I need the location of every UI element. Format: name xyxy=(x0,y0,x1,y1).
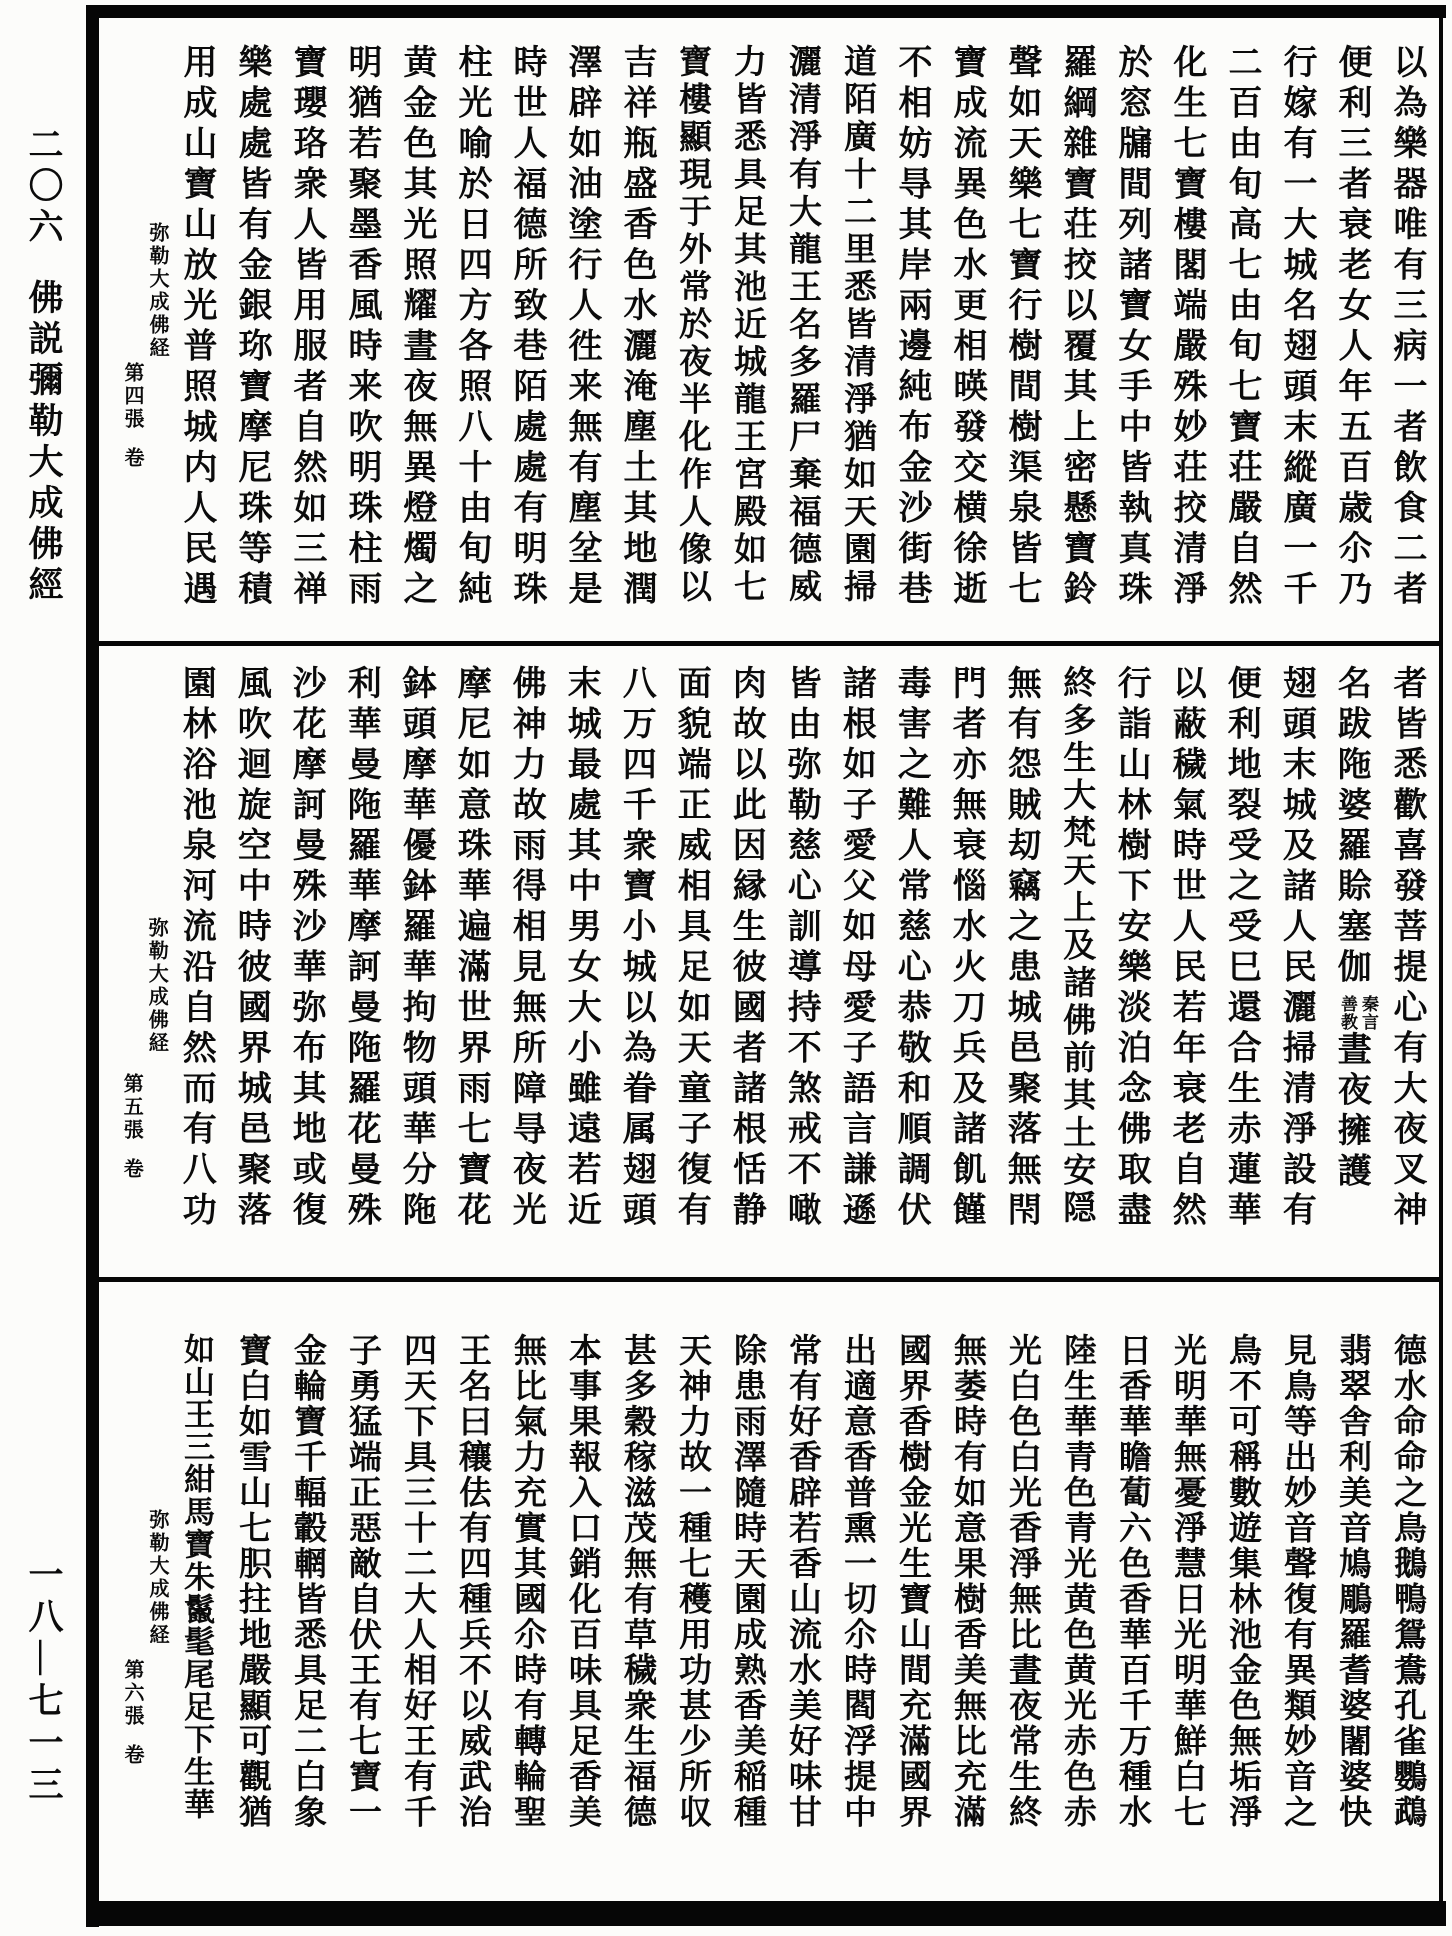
text-column: 終多生大梵天上及諸佛前其土安隠 xyxy=(1058,665,1095,1228)
text-block-middle xyxy=(104,665,1448,1257)
text-column: 翡翠舎利美音鳩鵰羅耆婆闍婆快 xyxy=(1334,1333,1370,1830)
text-column: 門者亦無衰惱水火刀兵及諸飢饉 xyxy=(947,665,985,1232)
text-column: 寶成流異色水更相暎發交横徐逝 xyxy=(948,44,985,611)
text-column: 便利地裂受之受巳還合生赤蓮華 xyxy=(1222,665,1260,1232)
interlinear-note: 秦言 善教 xyxy=(1338,995,1378,1031)
text-column: 沙花摩訶曼殊沙華弥布其地或復 xyxy=(287,665,325,1232)
text-column: 樂處處皆有金銀珎寶摩尼珠等積 xyxy=(233,44,270,611)
text-column: 不相妨㝵其岸兩邊純布金沙街巷 xyxy=(893,44,930,611)
frame-left-bar xyxy=(86,5,99,1927)
text-column: 寶樓顯現于外常於夜半化作人像以 xyxy=(674,44,710,607)
text-column: 利華曼陁羅華摩訶曼陁羅花曼殊 xyxy=(342,665,380,1232)
text-column: 明猶若聚墨香風時来吹明珠柱雨 xyxy=(343,44,380,611)
text-column: 金輪寶千輻轂輞皆悉具足二白象 xyxy=(289,1333,325,1830)
text-column: 鉢頭摩華優鉢羅華拘物頭華分陁 xyxy=(397,665,435,1232)
text-column: 諸根如子愛父如母愛子語言謙遜 xyxy=(837,665,875,1232)
block-divider-1 xyxy=(99,641,1439,646)
text-column: 末城最處其中男女大小雖遠若近 xyxy=(562,665,600,1232)
text-column: 風吹迴旋空中時彼國界城邑聚落 xyxy=(232,665,270,1232)
text-column: 吉祥瓶盛香色水灑淹塵土其地潤 xyxy=(618,44,655,611)
text-column: 常有好香辟若香山流水美好味甘 xyxy=(784,1333,820,1830)
text-column: 面貌端正威相具足如天童子復有 xyxy=(672,665,710,1232)
sutra-title: 佛説彌勒大成佛經 xyxy=(24,279,63,607)
annotation-sheet-number: 第四張卷 xyxy=(121,362,143,470)
text-column: 寶瓔珞衆人皆用服者自然如三禅 xyxy=(288,44,325,611)
text-column: 寶白如雪山七胑拄地嚴顯可觀猶 xyxy=(234,1333,270,1830)
text-column: 行詣山林樹下安樂淡泊念佛取盡 xyxy=(1112,665,1150,1232)
annotation-sutra-title: 弥勒大成佛経 xyxy=(145,917,168,1055)
text-column: 化生七寶樓閣端嚴殊妙荘挍清淨 xyxy=(1168,44,1205,611)
text-column: 德水命命之鳥鵝鴨鴛鴦孔雀鸚鵡 xyxy=(1389,1333,1425,1830)
text-column: 出適意香普熏一切尒時閻浮提中 xyxy=(839,1333,875,1830)
text-column: 佛神力故雨得相見無所障㝵夜光 xyxy=(507,665,545,1232)
annotation-sheet-number: 第六張卷 xyxy=(121,1659,143,1767)
volume-page-number: 一八—七一三 xyxy=(24,1556,63,1808)
text-column: 陸生華青色青光黄色黄光赤色赤 xyxy=(1059,1333,1095,1830)
text-column: 光明華無憂淨慧日光明華鮮白七 xyxy=(1169,1333,1205,1830)
text-column: 王名曰穰佉有四種兵不以威武治 xyxy=(454,1333,490,1830)
text-column: 灑清淨有大龍王名多羅尸棄福德威 xyxy=(784,44,820,607)
frame-bottom-bar xyxy=(86,1901,1446,1926)
text-column: 如山王三紺馬寶朱鬣髦尾足下生華 xyxy=(179,1333,214,1821)
text-column: 以蔽穢氣時世人民若年衰老自然 xyxy=(1167,665,1205,1232)
fascicle-annotation xyxy=(119,1333,169,1843)
text-column: 黄金色其光照耀晝夜無異燈燭之 xyxy=(398,44,435,611)
text-column: 澤辟如油塗行人徃来無有塵坌是 xyxy=(563,44,600,611)
text-column: 子勇猛端正惡敵自伏王有七寶一 xyxy=(344,1333,380,1830)
text-column: 天神力故一種七穫用功甚少所収 xyxy=(674,1333,710,1830)
frame-top-bar xyxy=(86,5,1446,18)
text-column: 園林浴池泉河流沿自然而有八功 xyxy=(177,665,215,1232)
text-column: 摩尼如意珠華遍滿世界雨七寶花 xyxy=(452,665,490,1232)
text-column: 國界香樹金光生寶山間充滿國界 xyxy=(894,1333,930,1830)
text-column: 甚多穀稼滋茂無有草穢衆生福德 xyxy=(619,1333,655,1830)
text-column: 於窓牖間列諸寶女手中皆執真珠 xyxy=(1113,44,1150,611)
text-column: 本事果報入口銷化百味具足香美 xyxy=(564,1333,600,1830)
text-column: 二百由旬高七由旬七寶荘嚴自然 xyxy=(1223,44,1260,611)
text-block-bottom xyxy=(104,1333,1448,1843)
text-column: 皆由弥勒慈心訓導持不煞戒不噉 xyxy=(782,665,820,1232)
annotation-sutra-title: 弥勒大成佛経 xyxy=(146,222,168,360)
text-column: 鳥不可稱數遊集林池金色無垢淨 xyxy=(1224,1333,1260,1830)
text-column: 力皆悉具足其池近城龍王宮殿如七 xyxy=(729,44,765,607)
text-column: 無比氣力充實其國尒時有轉輪聖 xyxy=(509,1333,545,1830)
text-column: 肉故以此因縁生彼國者諸根恬静 xyxy=(727,665,765,1232)
text-column: 名跋陁婆羅賒塞伽 秦言 善教 晝夜擁護 xyxy=(1332,665,1378,1193)
text-column: 行嫁有一大城名翅頭末縱廣一千 xyxy=(1278,44,1315,611)
text-column: 八万四千衆寶小城以為眷属翅頭 xyxy=(617,665,655,1232)
block-divider-2 xyxy=(99,1277,1439,1282)
text-column: 無有怨賊刧竊之患城邑聚落無閇 xyxy=(1002,665,1040,1232)
text-column: 用成山寶山放光普照城内人民遇 xyxy=(178,44,215,611)
text-column: 四天下具三十二大人相好王有千 xyxy=(399,1333,435,1830)
text-column: 便利三者衰老女人年五百歳尒乃 xyxy=(1333,44,1370,611)
text-column: 毒害之難人常慈心恭敬和順調伏 xyxy=(892,665,930,1232)
text-block-top xyxy=(104,44,1448,636)
text-column: 見鳥等出妙音聲復有異類妙音之 xyxy=(1279,1333,1315,1830)
text-column: 除患雨澤隨時天園成熟香美稲種 xyxy=(729,1333,765,1830)
text-column: 以為樂器唯有三病一者飲食二者 xyxy=(1388,44,1425,611)
annotation-sheet-number: 第五張卷 xyxy=(120,1073,143,1181)
text-column: 柱光喻於日四方各照八十由旬純 xyxy=(453,44,490,611)
fascicle-annotation xyxy=(118,665,168,1257)
fascicle-annotation xyxy=(119,44,169,636)
volume-serial-number: 二〇六 xyxy=(24,126,63,249)
left-margin-column xyxy=(18,126,68,607)
text-column: 聲如天樂七寶行樹間樹渠泉皆七 xyxy=(1003,44,1040,611)
text-column: 日香華瞻蔔六色香華百千万種水 xyxy=(1114,1333,1150,1830)
text-column: 時世人福德所致巷陌處處有明珠 xyxy=(508,44,545,611)
text-column: 翅頭末城及諸人民灑掃清淨設有 xyxy=(1277,665,1315,1232)
text-column: 者皆悉歡喜發菩提心有大夜叉神 xyxy=(1388,665,1425,1232)
annotation-sutra-title: 弥勒大成佛経 xyxy=(146,1509,168,1647)
text-column: 道陌廣十二里悉皆清淨猶如天園掃 xyxy=(839,44,875,607)
text-column: 光白色白光香淨無比晝夜常生終 xyxy=(1004,1333,1040,1830)
text-column: 無萎時有如意果樹香美無比充滿 xyxy=(949,1333,985,1830)
text-column: 羅綱雜寶荘挍以覆其上密懸寶鈴 xyxy=(1058,44,1095,611)
